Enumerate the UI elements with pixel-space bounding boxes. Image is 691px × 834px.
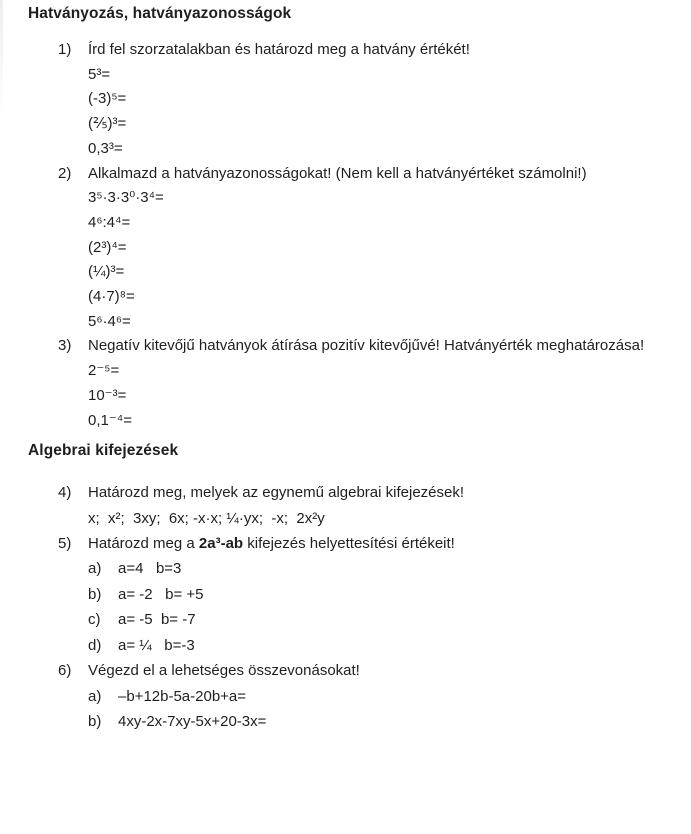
task-prompt xyxy=(88,531,455,556)
math-line xyxy=(28,359,691,384)
math-line xyxy=(28,112,691,137)
task-number: 6) xyxy=(58,662,72,680)
subitem-letter: c) xyxy=(88,611,101,629)
math-line xyxy=(28,409,691,434)
subitem-letter: a) xyxy=(88,687,102,705)
subitem-row xyxy=(28,607,691,632)
subitem-text: a= ¼ b=-3 xyxy=(118,636,195,654)
subitem-letter: d) xyxy=(88,636,102,654)
math-line xyxy=(28,186,691,211)
math-expression: (¼)³= xyxy=(88,263,125,281)
math-expression: 0,3³= xyxy=(88,139,123,157)
math-line xyxy=(28,285,691,310)
task-prompt: Határozd meg, melyek az egynemű algebrai kifejezések! xyxy=(88,484,465,502)
math-expression: 2⁻⁵= xyxy=(88,362,120,380)
task-number: 3) xyxy=(58,337,72,355)
subitem-row xyxy=(28,582,691,607)
prompt-bold-expression: 2a³-ab xyxy=(198,535,244,553)
task-prompt: Negatív kitevőjű hatványok átírása pozitív kitevőjűvé! Hatványérték meghatározása! xyxy=(88,337,645,355)
section-heading-algebra: Algebrai kifejezések xyxy=(28,442,179,460)
subitem-row xyxy=(28,556,691,581)
task-3-prompt-row xyxy=(28,334,691,359)
subitem-text: –b+12b-5a-20b+a= xyxy=(118,687,247,705)
math-expression: (2³)⁴= xyxy=(88,238,127,256)
math-line xyxy=(28,63,691,88)
task-prompt: Írd fel szorzatalakban és határozd meg a hatvány értékét! xyxy=(88,41,470,58)
math-expression: 10⁻³= xyxy=(88,386,127,404)
math-expression: 5⁶·4⁶= xyxy=(88,312,131,330)
math-line xyxy=(28,506,691,531)
subitem-letter: b) xyxy=(88,712,102,730)
subitem-text: a=4 b=3 xyxy=(118,560,182,578)
subitem-row xyxy=(28,633,691,658)
prompt-text: Határozd meg a xyxy=(88,535,199,553)
math-line xyxy=(28,211,691,236)
math-expression: 5³= xyxy=(88,65,111,83)
math-expression: (4·7)⁸= xyxy=(88,288,135,306)
section-heading-powers: Hatványozás, hatványazonosságok xyxy=(28,5,292,22)
math-line xyxy=(28,310,691,335)
task-2-prompt-row xyxy=(28,162,691,187)
expression-list: x; x²; 3xy; 6x; -x·x; ¼·yx; -x; 2x²y xyxy=(88,509,325,527)
subitem-letter: a) xyxy=(88,560,102,578)
task-number: 1) xyxy=(58,41,72,58)
subitem-text: 4xy-2x-7xy-5x+20-3x= xyxy=(118,712,267,730)
subitem-row xyxy=(28,684,691,709)
task-number: 5) xyxy=(58,535,72,553)
section-algebra xyxy=(28,441,691,734)
math-expression: 0,1⁻⁴= xyxy=(88,411,132,429)
math-expression: (⅖)³= xyxy=(88,115,127,133)
math-expression: (-3)⁵= xyxy=(88,90,127,108)
task-number: 2) xyxy=(58,164,72,182)
task-6-prompt-row xyxy=(28,658,691,683)
task-1-prompt-row xyxy=(28,38,691,63)
math-line xyxy=(28,87,691,112)
task-prompt: Alkalmazd a hatványazonosságokat! (Nem kell a hatványértéket számolni!) xyxy=(88,164,587,182)
math-line xyxy=(28,384,691,409)
subitem-row xyxy=(28,709,691,734)
math-line xyxy=(28,236,691,261)
task-prompt: Végezd el a lehetséges összevonásokat! xyxy=(88,662,360,680)
task-5-prompt-row xyxy=(28,531,691,556)
subitem-text: a= -5 b= -7 xyxy=(118,611,196,629)
subitem-text: a= -2 b= +5 xyxy=(118,585,204,603)
task-4-prompt-row xyxy=(28,480,691,505)
page-edge-shade xyxy=(0,0,3,120)
subitem-letter: b) xyxy=(88,585,102,603)
math-expression: 3⁵·3·3⁰·3⁴= xyxy=(88,189,164,207)
math-expression: 4⁶:4⁴= xyxy=(88,213,131,231)
task-number: 4) xyxy=(58,484,72,502)
prompt-text: kifejezés helyettesítési értékeit! xyxy=(243,535,455,553)
math-line xyxy=(28,260,691,285)
section-powers xyxy=(28,4,691,433)
math-line xyxy=(28,137,691,162)
